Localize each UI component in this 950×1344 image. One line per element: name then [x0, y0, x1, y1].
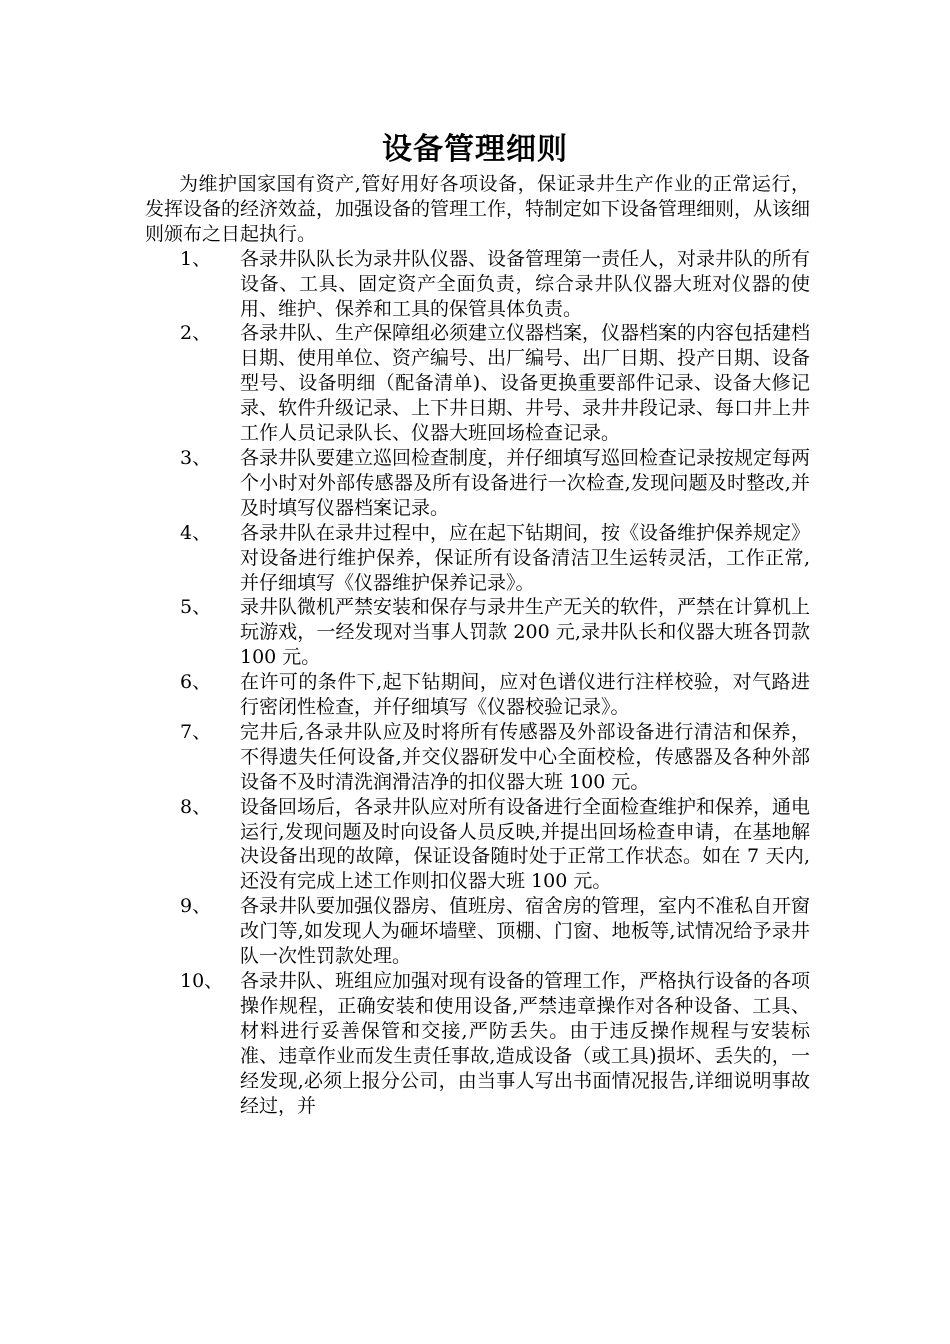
rule-number: 8、 — [180, 795, 212, 818]
rule-text: 录井队微机严禁安装和保存与录井生产无关的软件，严禁在计算机上玩游戏，一经发现对当事人罚款 200 元,录井队长和仪器大班各罚款 100 元。 — [240, 596, 811, 669]
rule-text: 设备回场后，各录井队应对所有设备进行全面检查维护和保养，通电运行,发现问题及时向设备人员反映,并提出回场检查申请，在基地解决设备出现的故障，保证设备随时处于正常工作状态。如在 7 天内,还没有完成上述工作则扣仪器大班 100 元。 — [240, 795, 811, 893]
rule-text: 完井后,各录井队应及时将所有传感器及外部设备进行清洁和保养，不得遗失任何设备,并交仪器研发中心全面校检，传感器及各种外部设备不及时清洗润滑洁净的扣仪器大班 100 元。 — [240, 720, 810, 793]
rule-text: 各录井队在录井过程中，应在起下钻期间，按《设备维护保养规定》对设备进行维护保养，保证所有设备清洁卫生运转灵活，工作正常,并仔细填写《仪器维护保养记录》。 — [240, 521, 811, 594]
rule-item-9 — [145, 894, 810, 969]
rule-number: 3、 — [180, 446, 212, 469]
intro-paragraph: 为维护国家国有资产,管好用好各项设备，保证录井生产作业的正常运行，发挥设备的经济效益，加强设备的管理工作，特制定如下设备管理细则，从该细则颁布之日起执行。 — [145, 173, 811, 245]
rule-number: 9、 — [180, 895, 212, 918]
rule-text: 各录井队、班组应加强对现有设备的管理工作，严格执行设备的各项操作规程，正确安装和使用设备,严禁违章操作对各种设备、工具、材料进行妥善保管和交接,严防丢失。由于违反操作规程与安装标准、违章作业而发生责任事故,造成设备（或工具)损坏、丢失的，一经发现,必须上报分公司，由当事人写出书面情况报告,详细说明事故经过，并 — [240, 970, 811, 1117]
rule-text: 各录井队要建立巡回检查制度，并仔细填写巡回检查记录按规定每两个小时对外部传感器及所有设备进行一次检查,发现问题及时整改,并及时填写仪器档案记录。 — [240, 446, 811, 519]
rule-text: 各录井队、生产保障组必须建立仪器档案，仪器档案的内容包括建档日期、使用单位、资产编号、出厂编号、出厂日期、投产日期、设备型号、设备明细（配备清单)、设备更换重要部件记录、设备大修记录、软件升级记录、上下井日期、井号、录井井段记录、每口井上井工作人员记录队长、仪器大班回场检查记录。 — [240, 322, 811, 445]
rule-number: 6、 — [180, 671, 212, 694]
rule-text: 各录井队要加强仪器房、值班房、宿舍房的管理，室内不准私自开窗改门等,如发现人为砸坏墙壁、顶棚、门窗、地板等,试情况给予录井队一次性罚款处理。 — [240, 895, 811, 968]
rule-item-2 — [145, 321, 810, 446]
rule-number: 1、 — [180, 247, 212, 270]
rule-item-8 — [145, 795, 810, 895]
document-body — [145, 172, 810, 1118]
rule-number: 7、 — [180, 720, 212, 743]
rule-number: 2、 — [180, 322, 212, 345]
rule-number: 10、 — [180, 970, 224, 992]
rule-item-4 — [145, 521, 810, 596]
rule-item-1 — [145, 247, 810, 322]
document-title: 设备管理细则 — [382, 132, 568, 167]
rule-number: 4、 — [180, 521, 212, 544]
rule-item-7 — [145, 720, 810, 795]
rule-item-3 — [145, 446, 810, 521]
rule-item-6 — [145, 670, 810, 720]
rule-text: 各录井队队长为录井队仪器、设备管理第一责任人，对录井队的所有设备、工具、固定资产全面负责，综合录井队仪器大班对仪器的使用、维护、保养和工具的保管具体负责。 — [240, 247, 811, 320]
rules-list — [145, 247, 810, 1119]
rule-text: 在许可的条件下,起下钻期间，应对色谱仪进行注样校验，对气路进行密闭性检查，并仔细填写《仪器校验记录》。 — [240, 671, 810, 719]
rule-number: 5、 — [180, 596, 212, 619]
rule-item-5 — [145, 595, 810, 670]
rule-item-10 — [145, 969, 810, 1118]
